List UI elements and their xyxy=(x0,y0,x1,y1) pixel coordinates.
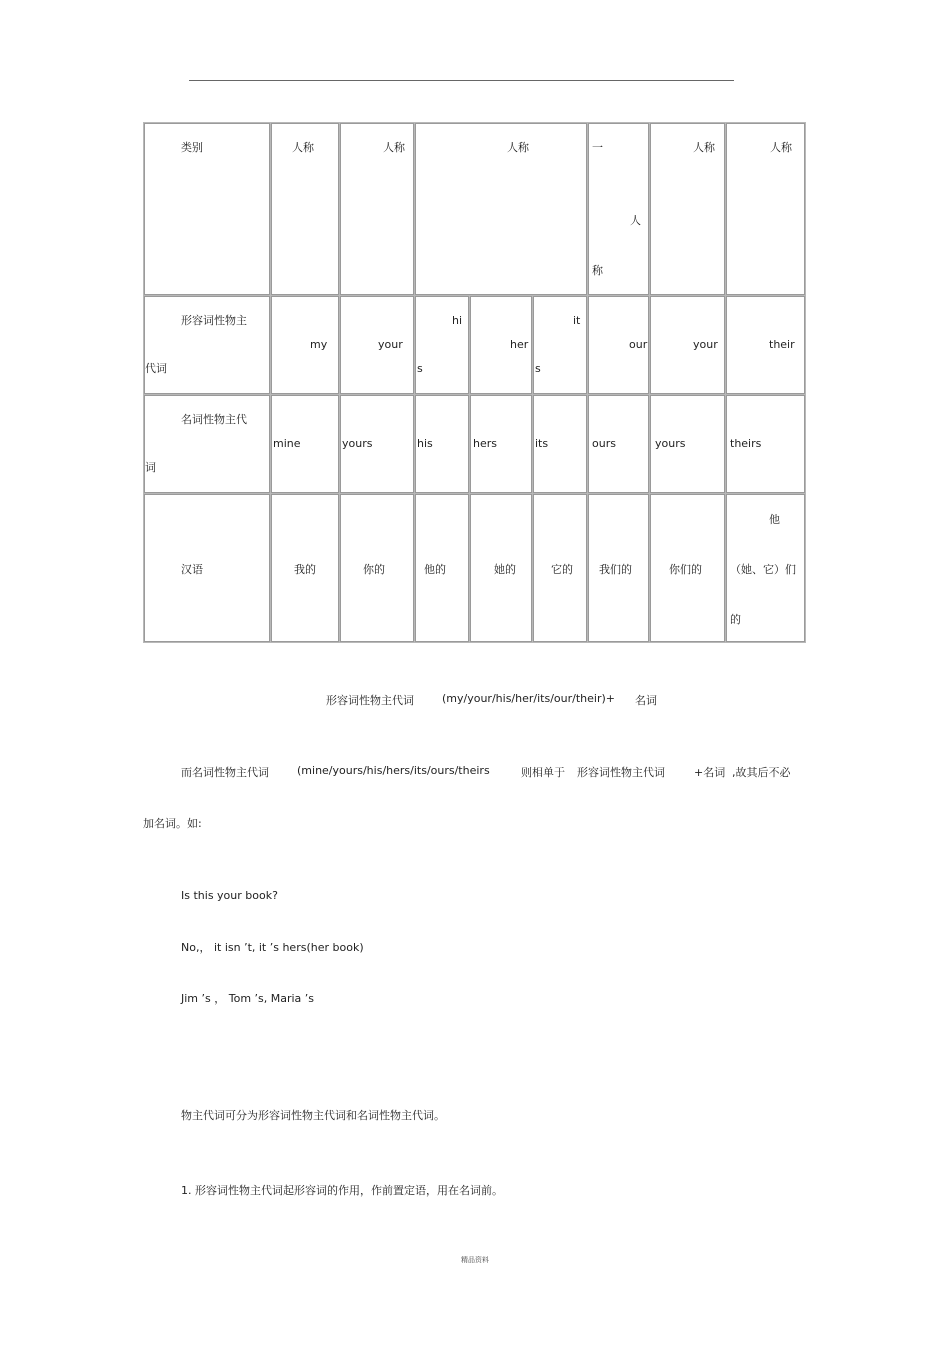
formula-part-b: (my/your/his/her/its/our/their)+ xyxy=(442,692,615,705)
paragraph-part-d: 形容词性物主代词 xyxy=(577,766,665,779)
paragraph-continuation: 加名词。如: xyxy=(143,817,202,830)
footer-text: 精品资料 xyxy=(461,1256,489,1264)
cell-tade-it: 它的 xyxy=(533,494,587,642)
point-1: 1. 形容词性物主代词起形容词的作用，作前置定语，用在名词前。 xyxy=(181,1184,503,1197)
header-person-6: 人称 xyxy=(726,123,805,295)
cell-wode: 我的 xyxy=(271,494,339,642)
cell-my: my xyxy=(271,296,339,394)
header-person-1: 人称 xyxy=(271,123,339,295)
example-line-2: No,， it isn ’t, it ’s hers(her book) xyxy=(181,941,364,954)
row-adjective-label: 形容词性物主 代词 xyxy=(144,296,270,394)
cell-tade-he: 他的 xyxy=(415,494,469,642)
cell-nide: 你的 xyxy=(340,494,414,642)
header-person-4: 一 人 称 xyxy=(588,123,649,295)
cell-ours: ours xyxy=(588,395,649,493)
cell-its: it s xyxy=(533,296,587,394)
formula-part-a: 形容词性物主代词 xyxy=(326,694,414,707)
cell-your: your xyxy=(340,296,414,394)
cell-womende: 我们的 xyxy=(588,494,649,642)
header-category: 类别 xyxy=(144,123,270,295)
cell-his: hi s xyxy=(415,296,469,394)
paragraph-part-e: +名词 xyxy=(694,766,726,779)
cell-yours-plural: yours xyxy=(650,395,725,493)
header-person-3: 人称 xyxy=(415,123,587,295)
row-chinese-label: 汉语 xyxy=(144,494,270,642)
header-person-2: 人称 xyxy=(340,123,414,295)
cell-yours: yours xyxy=(340,395,414,493)
paragraph-part-f: ,故其后不必 xyxy=(732,766,791,779)
cell-hers: hers xyxy=(470,395,532,493)
cell-nimende: 你们的 xyxy=(650,494,725,642)
cell-his-noun: his xyxy=(415,395,469,493)
cell-her: her xyxy=(470,296,532,394)
cell-our: our xyxy=(588,296,649,394)
paragraph-part-a: 而名词性物主代词 xyxy=(181,766,269,779)
cell-tade-she: 她的 xyxy=(470,494,532,642)
note-paragraph: 物主代词可分为形容词性物主代词和名词性物主代词。 xyxy=(181,1109,445,1122)
paragraph-part-c: 则相单于 xyxy=(521,766,565,779)
header-person-5: 人称 xyxy=(650,123,725,295)
example-line-3: Jim ’s ， Tom ’s, Maria ’s xyxy=(181,992,315,1005)
cell-their: their xyxy=(726,296,805,394)
row-noun-label: 名词性物主代 词 xyxy=(144,395,270,493)
cell-mine: mine xyxy=(271,395,339,493)
formula-part-c: 名词 xyxy=(635,694,657,707)
example-line-1: Is this your book? xyxy=(181,889,278,902)
cell-theirs: theirs xyxy=(726,395,805,493)
possessive-pronoun-table xyxy=(143,122,806,643)
cell-your-plural: your xyxy=(650,296,725,394)
header-rule xyxy=(189,80,734,81)
paragraph-part-b: (mine/yours/his/hers/its/ours/theirs xyxy=(297,764,490,777)
cell-tamende: 他 （她、它）们 的 xyxy=(726,494,805,642)
cell-its-noun: its xyxy=(533,395,587,493)
